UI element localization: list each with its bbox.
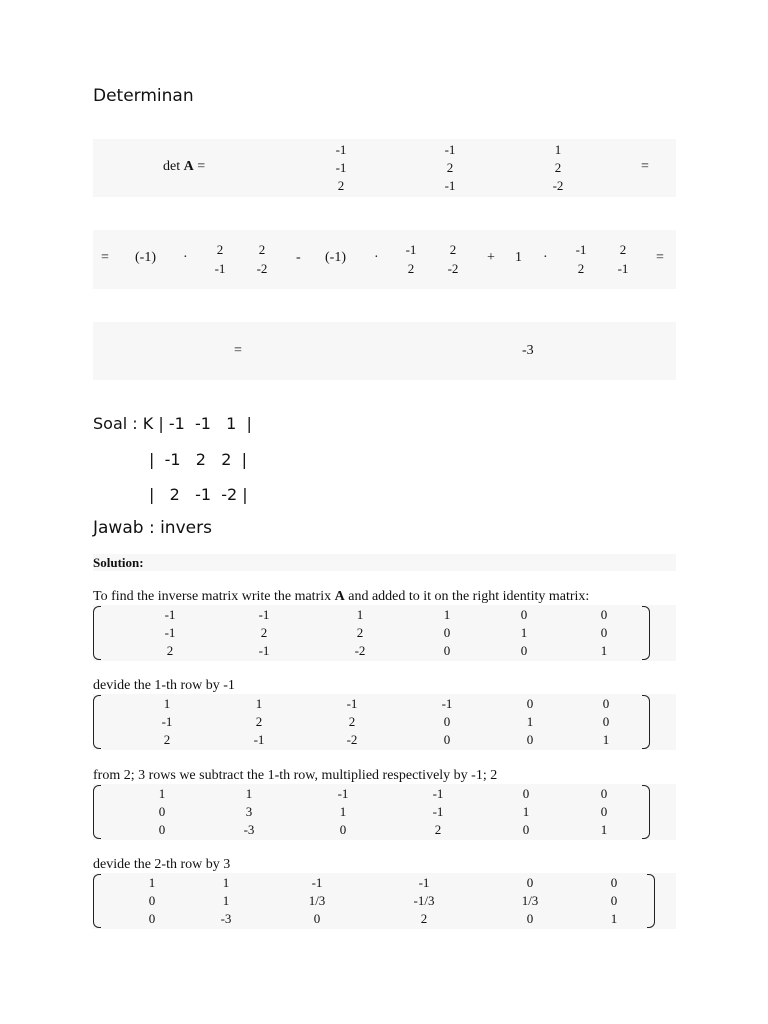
jawab-heading: Jawab : invers: [93, 518, 212, 538]
matrix-cell: 2: [554, 160, 562, 175]
dot-1: ·: [183, 250, 188, 265]
matrix-cell: 0: [522, 786, 530, 801]
matrix-cell: 1: [443, 607, 451, 622]
result-equals: =: [234, 343, 242, 358]
matrix-cell: 0: [158, 804, 166, 819]
matrix-cell: -1: [617, 261, 629, 276]
matrix-cell: 0: [158, 822, 166, 837]
soal-line-2: | -1 2 2 |: [149, 450, 247, 469]
left-bracket: [93, 874, 101, 928]
expansion-lead: =: [101, 250, 109, 265]
solution-label: Solution:: [93, 555, 144, 570]
dot-3: ·: [543, 250, 548, 265]
matrix-cell: 1: [610, 911, 618, 926]
left-bracket: [93, 606, 101, 660]
matrix-cell: 1: [522, 804, 530, 819]
matrix-cell: -2: [354, 643, 366, 658]
matrix-cell: 1: [245, 786, 253, 801]
matrix-cell: 0: [526, 696, 534, 711]
dot-2: ·: [374, 250, 379, 265]
matrix-cell: 2: [255, 714, 263, 729]
coef-2: (-1): [325, 250, 346, 265]
matrix-panel: [93, 873, 676, 929]
matrix-cell: 2: [356, 625, 364, 640]
matrix-cell: 1/3: [521, 893, 539, 908]
right-bracket: [642, 606, 650, 660]
matrix-cell: -1: [311, 875, 323, 890]
det-matrix: [93, 139, 676, 197]
matrix-cell: 0: [600, 786, 608, 801]
right-bracket: [642, 785, 650, 839]
page-title: Determinan: [93, 86, 194, 106]
matrix-cell: -1: [444, 142, 456, 157]
matrix-cell: -3: [243, 822, 255, 837]
minus-sign: -: [296, 250, 301, 265]
matrix-cell: 0: [602, 714, 610, 729]
matrix-cell: 0: [522, 822, 530, 837]
soal-line-1: Soal : K | -1 -1 1 |: [93, 414, 252, 433]
matrix-cell: -1: [164, 625, 176, 640]
matrix-cell: 0: [520, 643, 528, 658]
matrix-cell: 0: [339, 822, 347, 837]
matrix-cell: -1: [335, 142, 347, 157]
matrix-cell: 1/3: [308, 893, 326, 908]
matrix-cell: 2: [449, 242, 457, 257]
matrix-cell: -1: [432, 786, 444, 801]
matrix-cell: 0: [313, 911, 321, 926]
matrix-cell: 0: [443, 732, 451, 747]
matrix-cell: 1: [520, 625, 528, 640]
right-bracket: [642, 695, 650, 749]
matrix-cell: 3: [245, 804, 253, 819]
matrix-cell: 0: [600, 804, 608, 819]
right-bracket: [647, 874, 655, 928]
matrix-cell: -1: [575, 242, 587, 257]
matrix-cell: 0: [443, 643, 451, 658]
left-bracket: [93, 785, 101, 839]
left-bracket: [93, 695, 101, 749]
matrix-cell: 2: [407, 261, 415, 276]
matrix-cell: -1/3: [413, 893, 435, 908]
matrix-cell: 0: [526, 911, 534, 926]
matrix-cell: 1: [602, 732, 610, 747]
matrix-cell: -1: [253, 732, 265, 747]
matrix-cell: -3: [220, 911, 232, 926]
matrix-cell: 2: [577, 261, 585, 276]
matrix-cell: -1: [346, 696, 358, 711]
step-caption: To find the inverse matrix write the matrix A and added to it on the right identity matrix:: [93, 589, 590, 604]
matrix-cell: -1: [418, 875, 430, 890]
matrix-cell: -1: [161, 714, 173, 729]
soal-line-3: | 2 -1 -2 |: [149, 485, 248, 504]
matrix-cell: 0: [600, 625, 608, 640]
matrix-cell: 2: [258, 242, 266, 257]
matrix-cell: 1: [356, 607, 364, 622]
matrix-cell: -1: [405, 242, 417, 257]
minor-3: [93, 230, 676, 289]
solution-bar: [93, 554, 676, 571]
matrix-cell: 0: [600, 607, 608, 622]
matrix-cell: 1: [554, 142, 562, 157]
matrix-cell: -1: [432, 804, 444, 819]
coef-3: 1: [515, 250, 522, 265]
matrix-cell: 0: [520, 607, 528, 622]
matrix-cell: 0: [602, 696, 610, 711]
matrix-cell: -1: [214, 261, 226, 276]
matrix-cell: -2: [256, 261, 268, 276]
matrix-cell: 0: [610, 893, 618, 908]
step-caption: from 2; 3 rows we subtract the 1-th row, multiplied respectively by -1; 2: [93, 768, 498, 783]
matrix-cell: -1: [164, 607, 176, 622]
matrix-cell: 2: [216, 242, 224, 257]
matrix-cell: 2: [260, 625, 268, 640]
result-box: [93, 322, 676, 380]
matrix-cell: -1: [441, 696, 453, 711]
matrix-cell: 0: [148, 911, 156, 926]
matrix-cell: 0: [443, 714, 451, 729]
det-label: det A =: [163, 159, 206, 174]
matrix-cell: 1: [163, 696, 171, 711]
matrix-cell: 1: [339, 804, 347, 819]
matrix-cell: -1: [337, 786, 349, 801]
matrix-cell: -1: [444, 178, 456, 193]
matrix-cell: 2: [163, 732, 171, 747]
matrix-cell: 1: [600, 643, 608, 658]
matrix-cell: 1: [222, 893, 230, 908]
matrix-cell: 1: [600, 822, 608, 837]
matrix-cell: -2: [346, 732, 358, 747]
matrix-cell: 2: [337, 178, 345, 193]
matrix-cell: 0: [526, 875, 534, 890]
matrix-cell: -2: [447, 261, 459, 276]
matrix-cell: 1: [158, 786, 166, 801]
matrix-cell: -1: [258, 607, 270, 622]
matrix-cell: 1: [526, 714, 534, 729]
matrix-cell: -1: [258, 643, 270, 658]
expansion-box: [93, 230, 676, 289]
step-caption: devide the 1-th row by -1: [93, 678, 235, 693]
matrix-cell: 0: [610, 875, 618, 890]
det-equals: =: [641, 159, 649, 174]
expansion-trail: =: [656, 250, 664, 265]
matrix-cell: 2: [446, 160, 454, 175]
matrix-cell: 1: [222, 875, 230, 890]
result-value: -3: [522, 343, 534, 358]
matrix-cell: 2: [348, 714, 356, 729]
matrix-cell: 1: [255, 696, 263, 711]
coef-1: (-1): [135, 250, 156, 265]
matrix-cell: -2: [552, 178, 564, 193]
matrix-cell: 0: [443, 625, 451, 640]
matrix-cell: 2: [166, 643, 174, 658]
step-caption: devide the 2-th row by 3: [93, 857, 231, 872]
matrix-cell: 2: [420, 911, 428, 926]
matrix-cell: 2: [619, 242, 627, 257]
determinant-box: [93, 139, 676, 197]
matrix-cell: 0: [526, 732, 534, 747]
matrix-cell: 0: [148, 893, 156, 908]
matrix-cell: 1: [148, 875, 156, 890]
matrix-cell: 2: [434, 822, 442, 837]
matrix-cell: -1: [335, 160, 347, 175]
plus-sign: +: [487, 250, 495, 265]
